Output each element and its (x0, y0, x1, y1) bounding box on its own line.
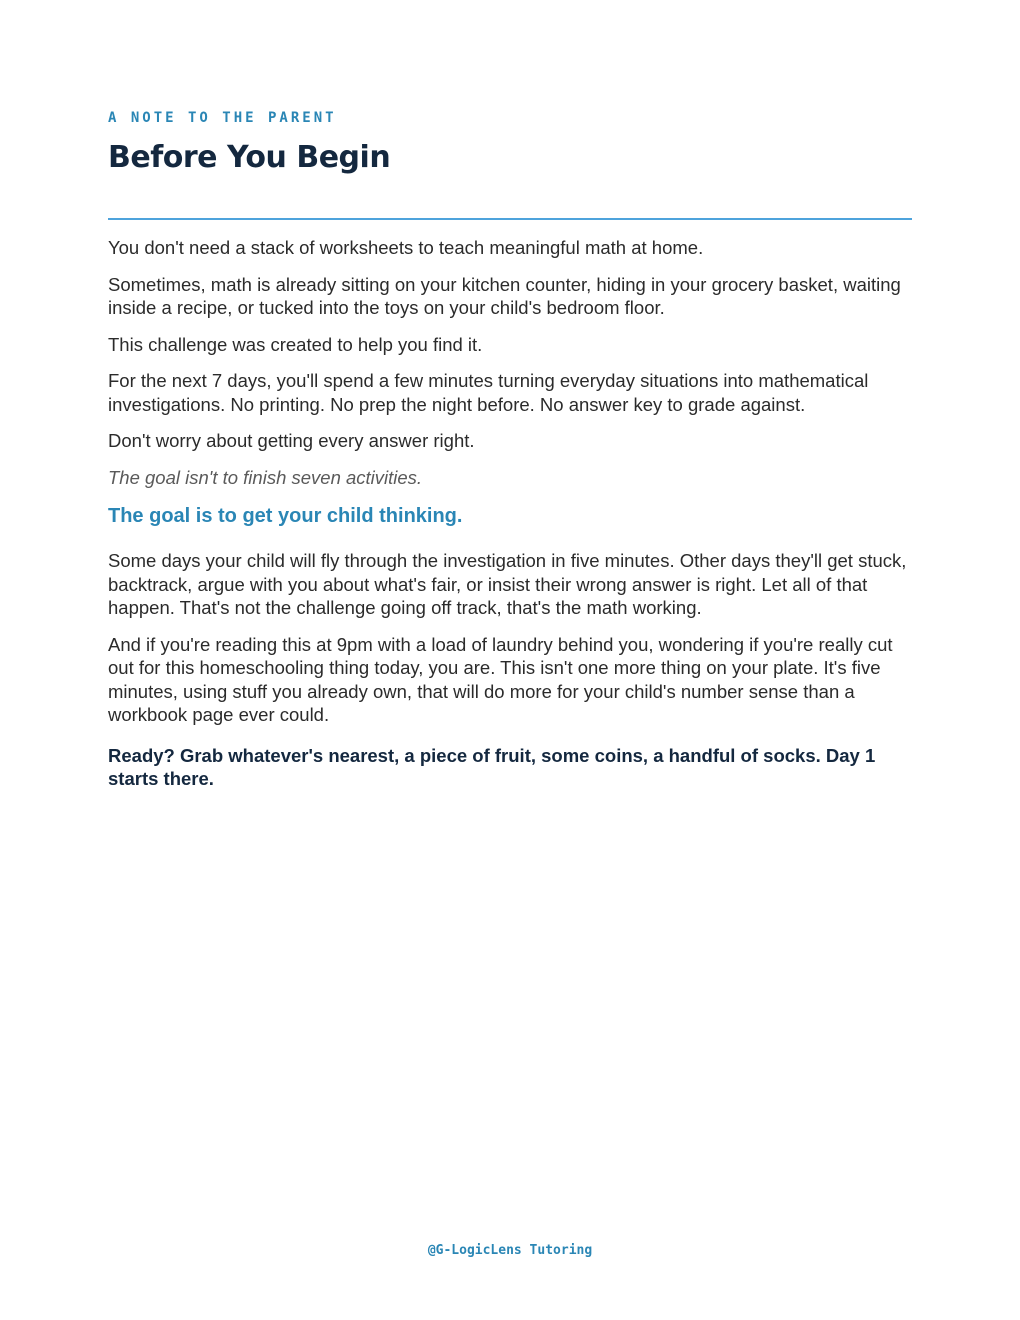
paragraph-dont-worry: Don't worry about getting every answer right. (108, 430, 475, 451)
paragraph-intro: You don't need a stack of worksheets to teach meaningful math at home. (108, 237, 704, 258)
section-eyebrow: A NOTE TO THE PARENT (108, 110, 337, 126)
note-body (108, 236, 912, 791)
paragraph-some-days: Some days your child will fly through the investigation in five minutes. Other days they'll get stuck, backtrack, argue with you about what's fair, or insist their wrong answer is right. Let all of that happen. That's not the challenge going off track, that's the math working. (108, 550, 907, 618)
paragraph-kitchen: Sometimes, math is already sitting on your kitchen counter, hiding in your grocery basket, waiting inside a recipe, or tucked into the toys on your child's bedroom floor. (108, 273, 901, 318)
goal-highlight: The goal is to get your child thinking. (108, 505, 463, 527)
paragraph-purpose: This challenge was created to help you find it. (108, 333, 483, 355)
title-divider (108, 218, 912, 220)
paragraph-seven-days: For the next 7 days, you'll spend a few minutes turning everyday situations into mathematical investigations. No printing. No prep the night before. No answer key to grade against. (108, 370, 869, 415)
closing-call-to-action: Ready? Grab whatever's nearest, a piece of fruit, some coins, a handful of socks. Day 1 starts there. (108, 744, 876, 789)
paragraph-reassurance: And if you're reading this at 9pm with a load of laundry behind you, wondering if you're really cut out for this homeschooling thing today, you are. This isn't one more thing on your plate. It's five minutes, using stuff you already own, that will do more for your child's number sense than a workbook page ever could. (108, 633, 893, 725)
footer-credit: @G-LogicLens Tutoring (427, 1243, 593, 1258)
paragraph-goal-isnt: The goal isn't to finish seven activities. (108, 466, 423, 488)
page-title: Before You Begin (108, 140, 391, 175)
document-page (108, 108, 912, 804)
